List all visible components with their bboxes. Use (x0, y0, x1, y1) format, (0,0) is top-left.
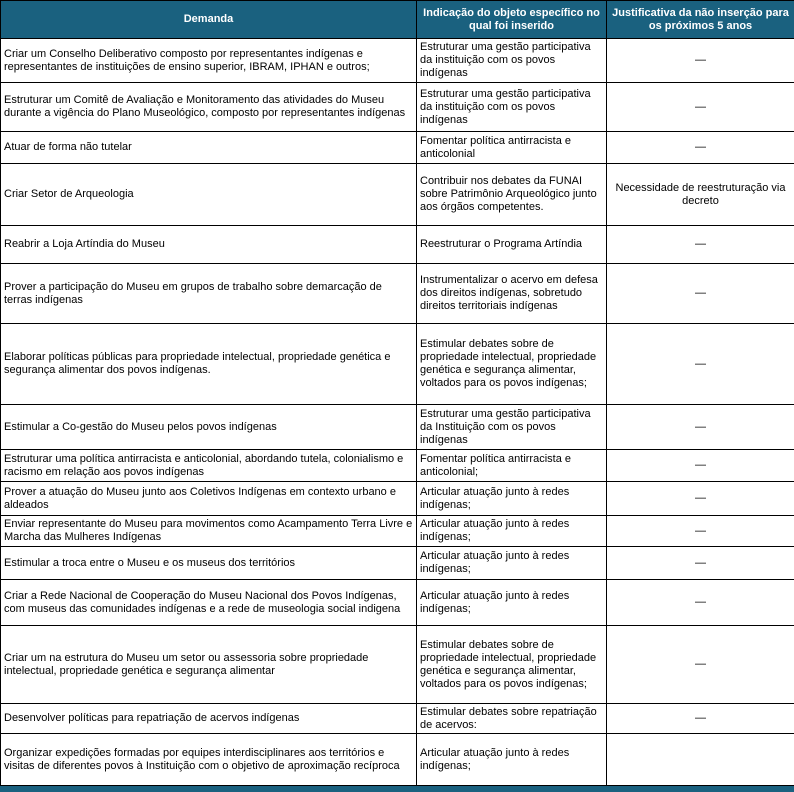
cell-indicacao: Contribuir nos debates da FUNAI sobre Patrimônio Arqueológico junto aos órgãos competentes. (417, 164, 607, 226)
header-demanda: Demanda (1, 1, 417, 39)
cell-indicacao: Reestruturar o Programa Artíndia (417, 226, 607, 264)
cell-indicacao: Estruturar uma gestão participativa da instituição com os povos indígenas (417, 83, 607, 132)
cell-justificativa: — (607, 450, 794, 482)
cell-indicacao: Articular atuação junto à redes indígenas; (417, 580, 607, 626)
cell-indicacao: Estruturar uma gestão participativa da instituição com os povos indígenas (417, 39, 607, 83)
cell-justificativa: — (607, 39, 794, 83)
cell-indicacao: Fomentar política antirracista e anticolonial (417, 132, 607, 164)
table-row (1, 704, 794, 734)
table-row (1, 516, 794, 547)
table-header-row (1, 1, 794, 39)
cell-justificativa (607, 734, 794, 786)
table-row (1, 734, 794, 786)
cell-justificativa: — (607, 547, 794, 580)
table-row (1, 226, 794, 264)
cell-indicacao: Articular atuação junto à redes indígenas; (417, 516, 607, 547)
cell-demanda: Estruturar um Comitê de Avaliação e Monitoramento das atividades do Museu durante a vigência do Plano Museológico, composto por representantes indígenas (1, 83, 417, 132)
cell-justificativa: — (607, 516, 794, 547)
cell-justificativa: — (607, 405, 794, 450)
cell-justificativa: — (607, 132, 794, 164)
cell-demanda: Elaborar políticas públicas para propriedade intelectual, propriedade genética e segurança alimentar dos povos indígenas. (1, 324, 417, 405)
cell-demanda: Criar Setor de Arqueologia (1, 164, 417, 226)
table-row (1, 83, 794, 132)
cell-demanda: Desenvolver políticas para repatriação de acervos indígenas (1, 704, 417, 734)
table-row (1, 132, 794, 164)
cell-indicacao: Estimular debates sobre de propriedade intelectual, propriedade genética e segurança alimentar, voltados para os povos indígenas; (417, 626, 607, 704)
cell-justificativa: — (607, 83, 794, 132)
cell-justificativa: — (607, 626, 794, 704)
cell-justificativa: — (607, 226, 794, 264)
cell-indicacao: Estruturar uma gestão participativa da Instituição com os povos indígenas (417, 405, 607, 450)
cell-demanda: Reabrir a Loja Artíndia do Museu (1, 226, 417, 264)
cell-demanda: Criar um na estrutura do Museu um setor ou assessoria sobre propriedade intelectual, propriedade genética e segurança alimentar (1, 626, 417, 704)
table-row (1, 264, 794, 324)
cell-demanda: Organizar expedições formadas por equipes interdisciplinares aos territórios e visitas de diferentes povos à Instituição com o objetivo de aproximação recíproca (1, 734, 417, 786)
table-row (1, 580, 794, 626)
table-row (1, 164, 794, 226)
cell-indicacao: Fomentar política antirracista e anticolonial; (417, 450, 607, 482)
cell-justificativa: — (607, 264, 794, 324)
cell-indicacao: Estimular debates sobre repatriação de acervos: (417, 704, 607, 734)
table-row (1, 482, 794, 516)
cell-indicacao: Articular atuação junto à redes indígenas; (417, 482, 607, 516)
cell-demanda: Prover a atuação do Museu junto aos Coletivos Indígenas em contexto urbano e aldeados (1, 482, 417, 516)
cell-demanda: Prover a participação do Museu em grupos de trabalho sobre demarcação de terras indígenas (1, 264, 417, 324)
cell-demanda: Criar a Rede Nacional de Cooperação do Museu Nacional dos Povos Indígenas, com museus das comunidades indígenas e a rede de museologia social indigena (1, 580, 417, 626)
header-indicacao: Indicação do objeto específico no qual foi inserido (417, 1, 607, 39)
table-row (1, 450, 794, 482)
table-row (1, 39, 794, 83)
cell-demanda: Estimular a Co-gestão do Museu pelos povos indígenas (1, 405, 417, 450)
cell-indicacao: Estimular debates sobre de propriedade intelectual, propriedade genética e segurança alimentar, voltados para os povos indígenas; (417, 324, 607, 405)
header-justificativa: Justificativa da não inserção para os próximos 5 anos (607, 1, 794, 39)
table-row (1, 547, 794, 580)
cell-demanda: Estruturar uma política antirracista e anticolonial, abordando tutela, colonialismo e racismo em relação aos povos indígenas (1, 450, 417, 482)
bottom-accent-bar (0, 786, 794, 792)
cell-demanda: Criar um Conselho Deliberativo composto por representantes indígenas e representantes de instituições de ensino superior, IBRAM, IPHAN e outros; (1, 39, 417, 83)
cell-justificativa: — (607, 580, 794, 626)
cell-demanda: Enviar representante do Museu para movimentos como Acampamento Terra Livre e Marcha das Mulheres Indígenas (1, 516, 417, 547)
cell-indicacao: Articular atuação junto à redes indígenas; (417, 734, 607, 786)
table-row (1, 626, 794, 704)
cell-demanda: Estimular a troca entre o Museu e os museus dos territórios (1, 547, 417, 580)
cell-justificativa: — (607, 704, 794, 734)
cell-indicacao: Articular atuação junto à redes indígenas; (417, 547, 607, 580)
cell-justificativa: — (607, 324, 794, 405)
table-row (1, 324, 794, 405)
table-row (1, 405, 794, 450)
cell-demanda: Atuar de forma não tutelar (1, 132, 417, 164)
cell-justificativa: — (607, 482, 794, 516)
cell-indicacao: Instrumentalizar o acervo em defesa dos direitos indígenas, sobretudo direitos territoriais indígenas (417, 264, 607, 324)
cell-justificativa: Necessidade de reestruturação via decreto (607, 164, 794, 226)
